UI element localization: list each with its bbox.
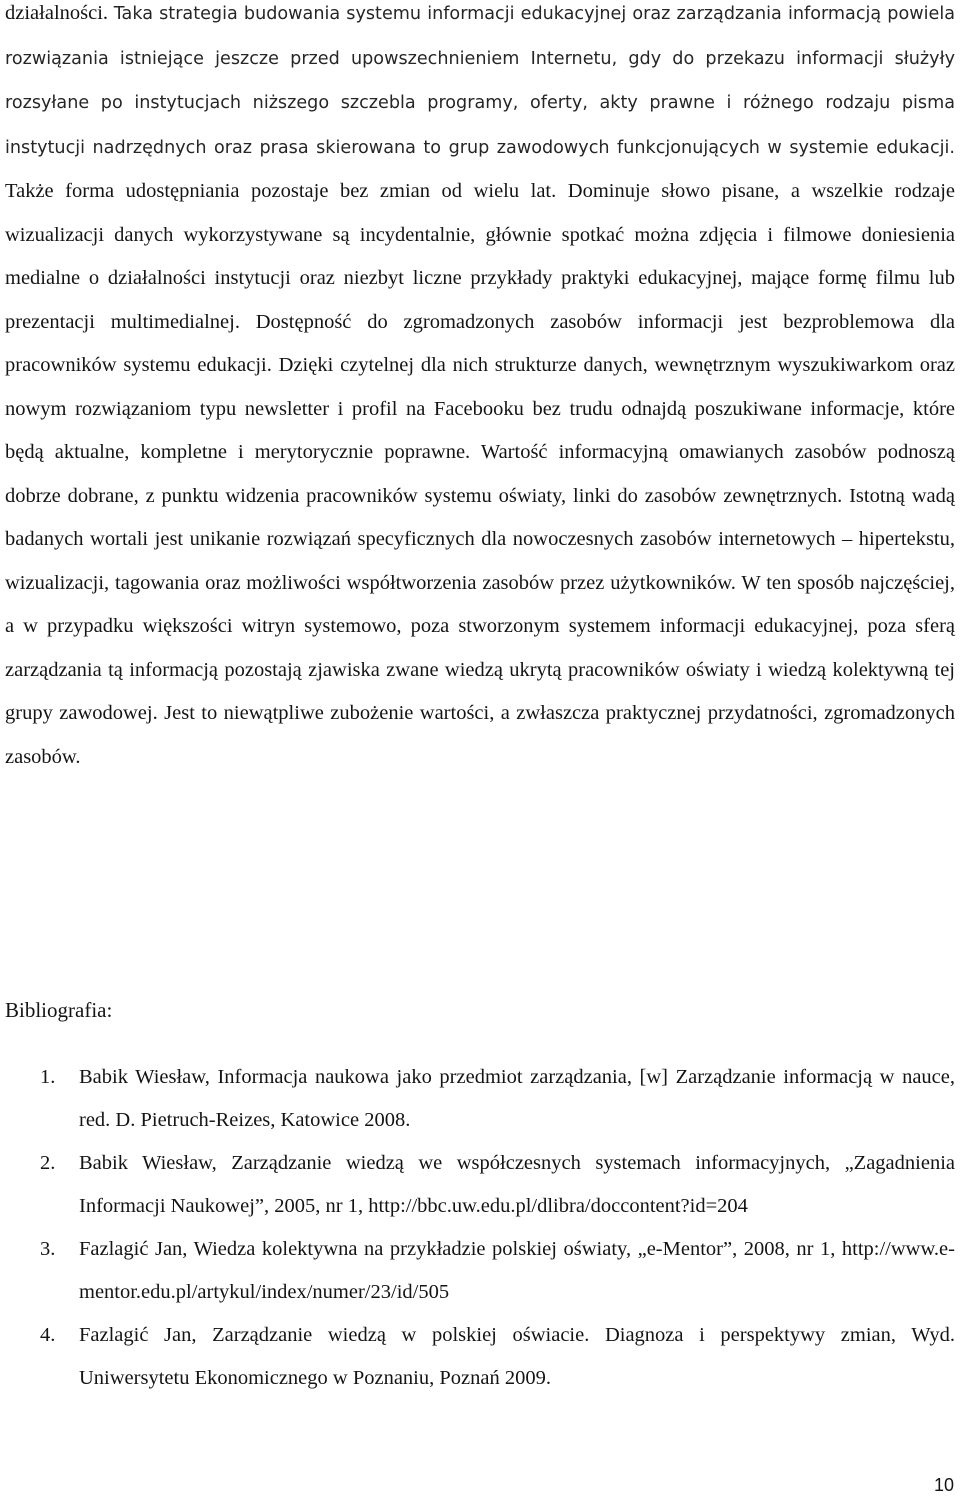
- bibliography-item-text: Fazlagić Jan, Zarządzanie wiedzą w polskiej oświacie. Diagnoza i perspektywy zmian, Wyd. Uniwersytetu Ekonomicznego w Poznaniu, Poznań 2009.: [79, 1324, 955, 1389]
- paragraph-segment-5: Dostępność do zgromadzonych zasobów informacji jest bezproblemowa dla pracowników systemu edukacji. Dzięki czytelnej dla nich strukturze danych, wewnętrznym wyszukiwarkom oraz nowym rozwiązaniom typu newsletter i profil na Facebooku bez trudu odnajdą poszukiwane informacje, które będą aktualne, kompletne i merytorycznie poprawne. Wartość informacyjną omawianych zasobów podnoszą dobrze dobrane, z punktu widzenia pracowników systemu oświaty, linki do zasobów zewnętrznych. Istotną wadą badanych wortali jest unikanie rozwiązań specyficznych dla nowoczesnych zasobów internetowych – hipertekstu, wizualizacji, tagowania oraz możliwości współtworzenia zasobów przez użytkowników. W ten sposób najczęściej, a w przypadku większości witryn systemowo, poza stworzonym systemem informacji edukacyjnej, poza sferą zarządzania tą informacją pozostają zjawiska zwane wiedzą ukrytą pracowników oświaty i wiedzą kolektywną tej grupy zawodowej. Jest to niewątpliwe zubożenie wartości, a zwłaszcza praktycznej przydatności, zgromadzonych zasobów.: [5, 310, 955, 768]
- bibliography-item: [0, 1314, 955, 1400]
- bibliography-item-number: 1.: [40, 1066, 56, 1088]
- paragraph-segment-4: Dominuje słowo pisane, a wszelkie rodzaje wizualizacji danych wykorzystywane są incydentalnie, głównie spotkać można zdjęcia i filmowe doniesienia medialne o działalności instytucji oraz niezbyt liczne przykłady praktyki edukacyjnej, mające formę filmu lub prezentacji multimedialnej.: [5, 180, 955, 333]
- bibliography-item-text: Fazlagić Jan, Wiedza kolektywna na przykładzie polskiej oświaty, „e-Mentor”, 2008, nr 1, http://www.e-mentor.edu.pl/artykul/index/numer/23/id/505: [79, 1238, 955, 1303]
- paragraph-segment-1: działalności.: [5, 2, 114, 24]
- bibliography-heading: Bibliografia:: [5, 998, 113, 1022]
- page-number: 10: [933, 1475, 954, 1495]
- bibliography-item-text: Babik Wiesław, Informacja naukowa jako przedmiot zarządzania, [w] Zarządzanie informacją w nauce, red. D. Pietruch-Reizes, Katowice 2008.: [79, 1066, 955, 1131]
- bibliography-item-number: 4.: [40, 1324, 56, 1346]
- bibliography-item-number: 2.: [40, 1152, 56, 1174]
- bibliography-list: [0, 1056, 955, 1400]
- bibliography-item-text: Babik Wiesław, Zarządzanie wiedzą we współczesnych systemach informacyjnych, „Zagadnienia Informacji Naukowej”, 2005, nr 1, http://bbc.uw.edu.pl/dlibra/doccontent?id=204: [79, 1152, 955, 1217]
- bibliography-item: [0, 1056, 955, 1142]
- bibliography-item-number: 3.: [40, 1238, 56, 1260]
- paragraph-segment-3: Także forma udostępniania pozostaje bez zmian od wielu lat.: [5, 180, 568, 202]
- bibliography-item: [0, 1228, 955, 1314]
- paragraph-segment-2: Taka strategia budowania systemu informacji edukacyjnej oraz zarządzania informacją powiela rozwiązania istniejące jeszcze przed upowszechnieniem Internetu, gdy do przekazu informacji służyły rozsyłane po instytucjach niższego szczebla programy, oferty, akty prawne i różnego rodzaju pisma instytucji nadrzędnych oraz prasa skierowana to grup zawodowych funkcjonujących w systemie edukacji.: [5, 4, 956, 158]
- body-paragraph: [5, 0, 955, 779]
- bibliography-item: [0, 1142, 955, 1228]
